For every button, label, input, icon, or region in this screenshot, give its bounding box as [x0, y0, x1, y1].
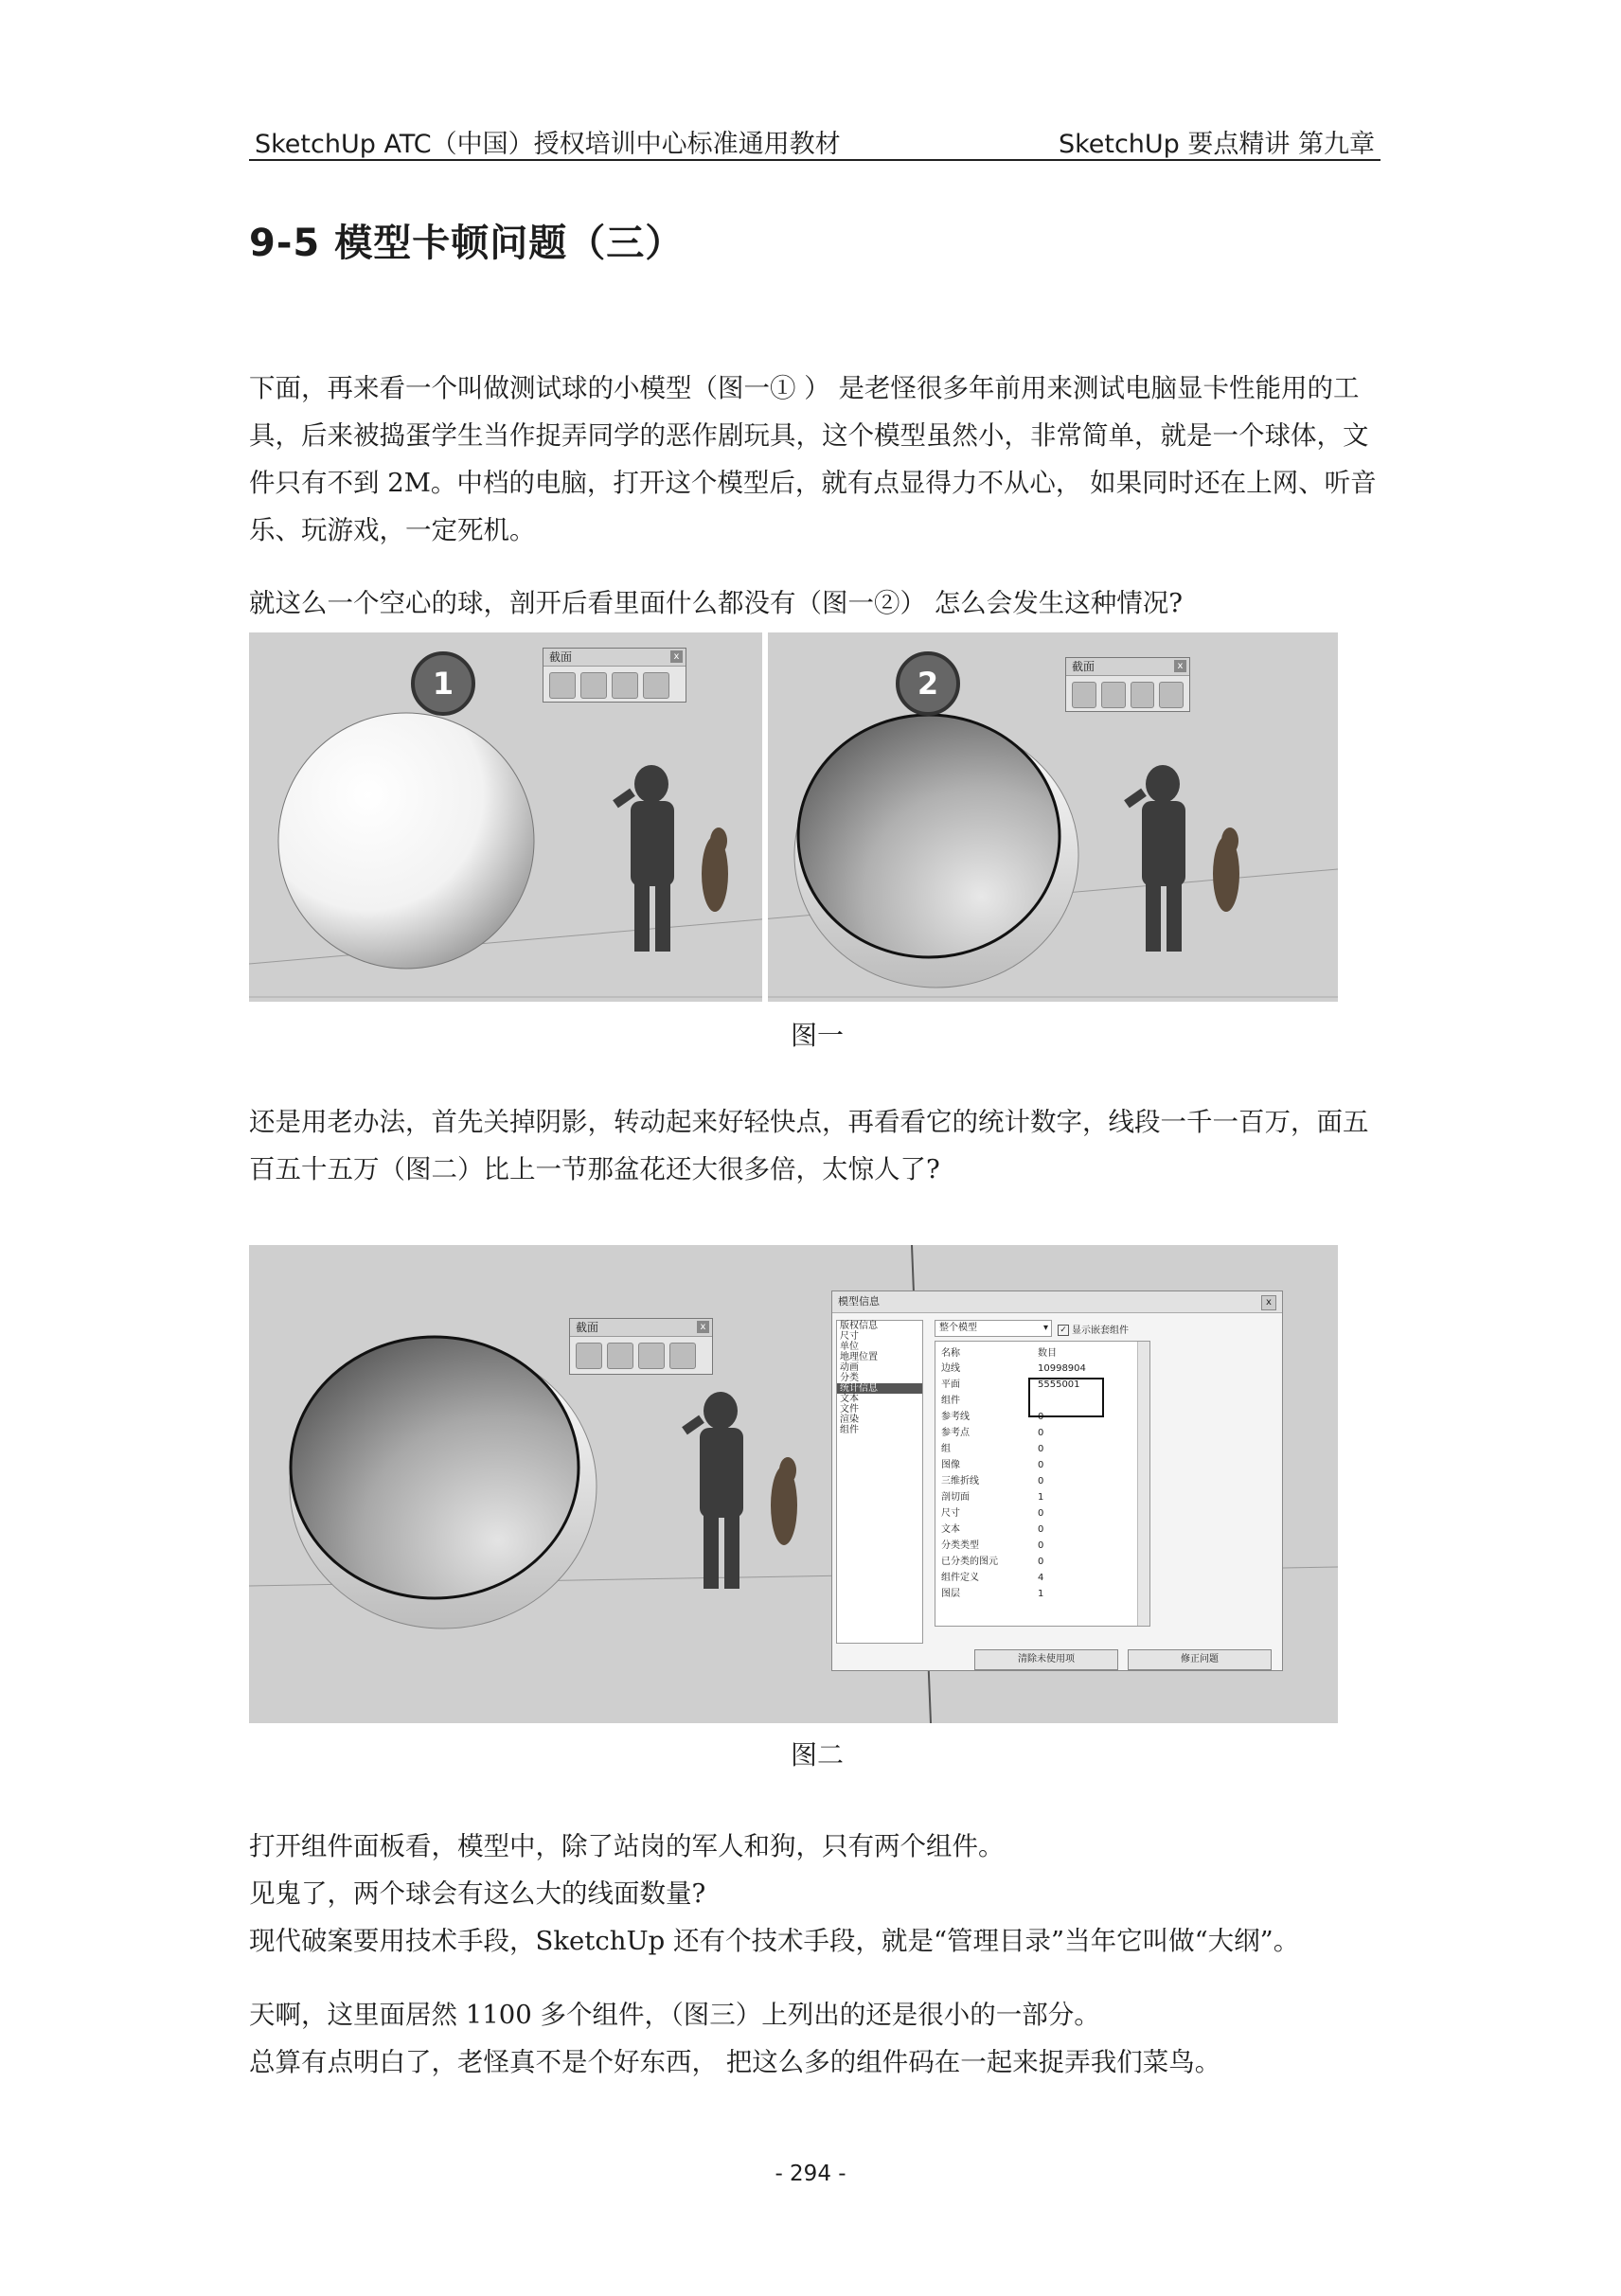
- show-nested-checkbox[interactable]: [1058, 1322, 1129, 1336]
- stat-name: 参考线: [941, 1412, 970, 1422]
- nav-item[interactable]: 尺寸: [840, 1331, 859, 1342]
- header-left: SketchUp ATC（中国）授权培训中心标准通用教材: [255, 130, 841, 159]
- badge-1: 1: [411, 651, 475, 716]
- soldier-figure-right: [1124, 765, 1185, 952]
- paragraph-4: [249, 1823, 1385, 1965]
- display-section-planes-icon[interactable]: [607, 1343, 633, 1369]
- col-name: 名称: [941, 1348, 960, 1359]
- soldier-figure: [682, 1392, 743, 1589]
- table-row: [941, 1505, 1131, 1522]
- table-row: [941, 1361, 1131, 1377]
- dog-figure-right: [1213, 828, 1239, 912]
- paragraph-2-text: 就这么一个空心的球，剖开后看里面什么都没有（图一②） 怎么会发生这种情况?: [249, 588, 1183, 618]
- table-row: [941, 1425, 1131, 1441]
- stat-name: 组件定义: [941, 1573, 979, 1583]
- stat-value: 1: [1038, 1492, 1044, 1503]
- stat-name: 边线: [941, 1363, 960, 1374]
- table-header: [941, 1345, 1131, 1362]
- section-toolbar-2: [1065, 657, 1190, 712]
- display-section-fill-icon[interactable]: [1159, 682, 1184, 708]
- paragraph-3-text: 还是用老办法，首先关掉阴影，转动起来好轻快点，再看看它的统计数字，线段一千一百万，面五百五十五万（图二）比上一节那盆花还大很多倍，太惊人了?: [249, 1107, 1369, 1184]
- nav-item[interactable]: 地理位置: [840, 1352, 878, 1362]
- figure-1: [249, 632, 1338, 1002]
- stat-name: 尺寸: [941, 1508, 960, 1519]
- page-number: - 294 -: [775, 2162, 846, 2186]
- nav-item[interactable]: 版权信息: [840, 1321, 878, 1331]
- nav-item[interactable]: 文本: [840, 1394, 859, 1404]
- table-row: [941, 1473, 1131, 1489]
- model-info-dialog: [831, 1290, 1283, 1671]
- dialog-title: 模型信息: [838, 1295, 880, 1308]
- close-icon[interactable]: x: [1261, 1295, 1276, 1310]
- display-section-planes-icon[interactable]: [580, 672, 607, 699]
- stat-value: 5555001: [1038, 1379, 1080, 1390]
- table-row: [941, 1522, 1131, 1538]
- stat-value: 0: [1038, 1460, 1044, 1470]
- stat-name: 剖切面: [941, 1492, 970, 1503]
- table-row: [941, 1570, 1131, 1586]
- show-nested-label: 显示嵌套组件: [1072, 1326, 1129, 1336]
- figure-1-caption: 图一: [791, 1020, 845, 1051]
- figure-2: [249, 1245, 1338, 1723]
- stat-name: 参考点: [941, 1428, 970, 1438]
- stat-value: 10998904: [1038, 1363, 1086, 1374]
- stat-value: 0: [1038, 1540, 1044, 1551]
- toolbar-title: 截面: [549, 650, 573, 664]
- nav-item[interactable]: 统计信息: [837, 1383, 922, 1394]
- stat-value: 0: [1038, 1412, 1044, 1422]
- stat-value: 0: [1038, 1476, 1044, 1486]
- sphere-whole: [278, 713, 534, 969]
- col-count: 数目: [1038, 1348, 1057, 1359]
- stat-name: 图层: [941, 1589, 960, 1599]
- paragraph-1-text: 下面，再来看一个叫做测试球的小模型（图一① ） 是老怪很多年前用来测试电脑显卡性能用的工具，后来被捣蛋学生当作捉弄同学的恶作剧玩具，这个模型虽然小，非常简单，就是一个球体，文件只有不到 2M。中档的电脑，打开这个模型后，就有点显得力不从心， 如果同时还在上网、听音乐、玩游戏，一定死机。: [249, 373, 1377, 545]
- table-row: [941, 1441, 1131, 1457]
- nav-item[interactable]: 文件: [840, 1404, 859, 1415]
- purge-unused-button[interactable]: 清除未使用项: [974, 1649, 1118, 1670]
- header-right: SketchUp 要点精讲 第九章: [1058, 130, 1375, 159]
- dog-figure-left: [702, 828, 728, 912]
- paragraph-2: [249, 579, 1385, 627]
- highlight-box: [1028, 1378, 1104, 1417]
- soldier-figure-left: [613, 765, 674, 952]
- stat-value: 1: [1038, 1589, 1044, 1599]
- toolbar-close-icon[interactable]: x: [670, 650, 683, 663]
- statistics-table: [935, 1341, 1150, 1627]
- checkbox-checked-icon: ✓: [1058, 1325, 1069, 1336]
- paragraph-4-line-2: 见鬼了，两个球会有这么大的线面数量?: [249, 1878, 706, 1909]
- dog-figure: [771, 1457, 797, 1545]
- nav-item[interactable]: 渲染: [840, 1415, 859, 1425]
- paragraph-5-line-2: 总算有点明白了，老怪真不是个好东西， 把这么多的组件码在一起来捉弄我们菜鸟。: [249, 2047, 1221, 2077]
- display-section-cuts-icon[interactable]: [1131, 682, 1155, 708]
- stat-value: 0: [1038, 1444, 1044, 1454]
- stat-name: 平面: [941, 1379, 960, 1390]
- stat-value: 4: [1038, 1573, 1044, 1583]
- section-toolbar: [569, 1318, 713, 1375]
- chevron-down-icon: ▾: [1042, 1323, 1048, 1333]
- running-header: [249, 121, 1381, 161]
- paragraph-1: [249, 365, 1385, 554]
- figure-2-caption: 图二: [791, 1739, 845, 1771]
- display-section-fill-icon[interactable]: [669, 1343, 696, 1369]
- display-section-planes-icon[interactable]: [1101, 682, 1126, 708]
- stat-value: 0: [1038, 1557, 1044, 1567]
- toolbar-close-icon[interactable]: x: [697, 1321, 709, 1333]
- nav-item[interactable]: 组件: [840, 1425, 859, 1435]
- table-row: [941, 1554, 1131, 1570]
- sphere-cut-section: [798, 715, 1060, 957]
- section-plane-icon[interactable]: [576, 1343, 602, 1369]
- scope-select-value: 整个模型: [939, 1323, 977, 1333]
- badge-2: 2: [896, 651, 960, 716]
- display-section-fill-icon[interactable]: [643, 672, 669, 699]
- toolbar-close-icon[interactable]: x: [1174, 660, 1186, 672]
- display-section-cuts-icon[interactable]: [638, 1343, 665, 1369]
- section-toolbar-1: [543, 648, 686, 703]
- stat-name: 已分类的图元: [941, 1557, 998, 1567]
- stat-value: 0: [1038, 1428, 1044, 1438]
- paragraph-4-line-1: 打开组件面板看，模型中，除了站岗的军人和狗，只有两个组件。: [249, 1831, 1005, 1861]
- display-section-cuts-icon[interactable]: [612, 672, 638, 699]
- paragraph-5-line-1: 天啊，这里面居然 1100 多个组件，（图三）上列出的还是很小的一部分。: [249, 2000, 1100, 2030]
- model-info-nav: [836, 1320, 923, 1644]
- stat-name: 组件: [941, 1396, 960, 1406]
- section-plane-icon[interactable]: [1072, 682, 1096, 708]
- toolbar-title: 截面: [576, 1321, 599, 1334]
- scope-select[interactable]: [935, 1320, 1052, 1337]
- toolbar-title: 截面: [1072, 660, 1096, 673]
- nav-item[interactable]: 分类: [840, 1373, 859, 1383]
- stat-value: 0: [1038, 1524, 1044, 1535]
- paragraph-5: [249, 1991, 1385, 2086]
- table-row: [941, 1457, 1131, 1473]
- nav-item[interactable]: 单位: [840, 1342, 859, 1352]
- table-row: [941, 1538, 1131, 1554]
- sphere-cut-section: [291, 1337, 579, 1598]
- paragraph-3: [249, 1098, 1385, 1193]
- nav-item[interactable]: 动画: [840, 1362, 859, 1373]
- stat-name: 组: [941, 1444, 951, 1454]
- fix-problems-button[interactable]: 修正问题: [1128, 1649, 1272, 1670]
- stat-name: 图像: [941, 1460, 960, 1470]
- section-title: 9-5 模型卡顿问题（三）: [249, 222, 685, 265]
- stat-name: 三维折线: [941, 1476, 979, 1486]
- stat-value: 0: [1038, 1508, 1044, 1519]
- section-plane-icon[interactable]: [549, 672, 576, 699]
- paragraph-4-line-3: 现代破案要用技术手段，SketchUp 还有个技术手段，就是“管理目录”当年它叫做“大纲”。: [249, 1926, 1300, 1956]
- stat-name: 文本: [941, 1524, 960, 1535]
- table-row: [941, 1489, 1131, 1505]
- scrollbar[interactable]: [1137, 1342, 1149, 1626]
- stat-name: 分类类型: [941, 1540, 979, 1551]
- table-row: [941, 1586, 1131, 1602]
